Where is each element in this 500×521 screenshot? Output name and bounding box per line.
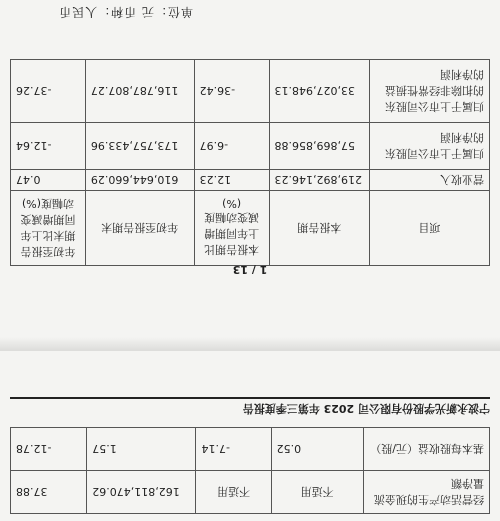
column-header-ytd-change: 年初至报告期末比上年同期增减变动幅度(%): [11, 191, 86, 266]
unit-currency-note: 单位：元 币种：人民币: [58, 5, 193, 19]
column-header-item: 项目: [370, 191, 490, 266]
row-label: 营业收入: [370, 170, 490, 191]
table-header-row: [11, 191, 490, 266]
cell-value: -37.26: [11, 60, 86, 123]
financial-summary-table: [10, 59, 490, 266]
column-header-current-period: 本报告期: [269, 191, 370, 266]
cell-value: -7.14: [196, 428, 271, 471]
column-header-current-change: 本报告期比上年同期增减变动幅度(%): [194, 191, 269, 266]
table-row: [11, 428, 490, 471]
cell-value: 33,027,948.13: [269, 60, 370, 123]
cell-value: 57,869,856.88: [269, 123, 370, 170]
table-row: [11, 471, 490, 514]
cell-value: 12.23: [194, 170, 269, 191]
page-number: 1 / 13: [232, 263, 268, 276]
report-header-title: 宁波永新光学股份有限公司 2023 年第三季度报告: [10, 397, 490, 417]
cell-value: 610,644,660.29: [85, 170, 194, 191]
cell-value: -36.42: [194, 60, 269, 123]
cell-value: 0.52: [271, 428, 363, 471]
row-label: 经营活动产生的现金流量净额: [363, 471, 489, 514]
cell-value: 37.88: [11, 471, 87, 514]
cell-value: 不适用: [196, 471, 271, 514]
cell-value: 1.57: [87, 428, 196, 471]
row-label: 归属于上市公司股东的扣除非经常性损益的净利润: [370, 60, 490, 123]
table-row: [11, 123, 490, 170]
cell-value: -6.97: [194, 123, 269, 170]
table-row: [11, 60, 490, 123]
cell-value: 116,787,807.27: [85, 60, 194, 123]
column-header-ytd: 年初至报告期末: [85, 191, 194, 266]
financial-summary-table-continued: [10, 427, 490, 514]
row-label: 归属于上市公司股东的净利润: [370, 123, 490, 170]
cell-value: 0.47: [11, 170, 86, 191]
cell-value: 173,757,433.96: [85, 123, 194, 170]
cell-value: 219,892,146.23: [269, 170, 370, 191]
cell-value: 不适用: [271, 471, 363, 514]
cell-value: -12.64: [11, 123, 86, 170]
cell-value: 162,811,470.62: [87, 471, 196, 514]
page-break: [0, 337, 500, 351]
table-row: [11, 170, 490, 191]
row-label: 基本每股收益（元/股）: [363, 428, 489, 471]
cell-value: -12.78: [11, 428, 87, 471]
